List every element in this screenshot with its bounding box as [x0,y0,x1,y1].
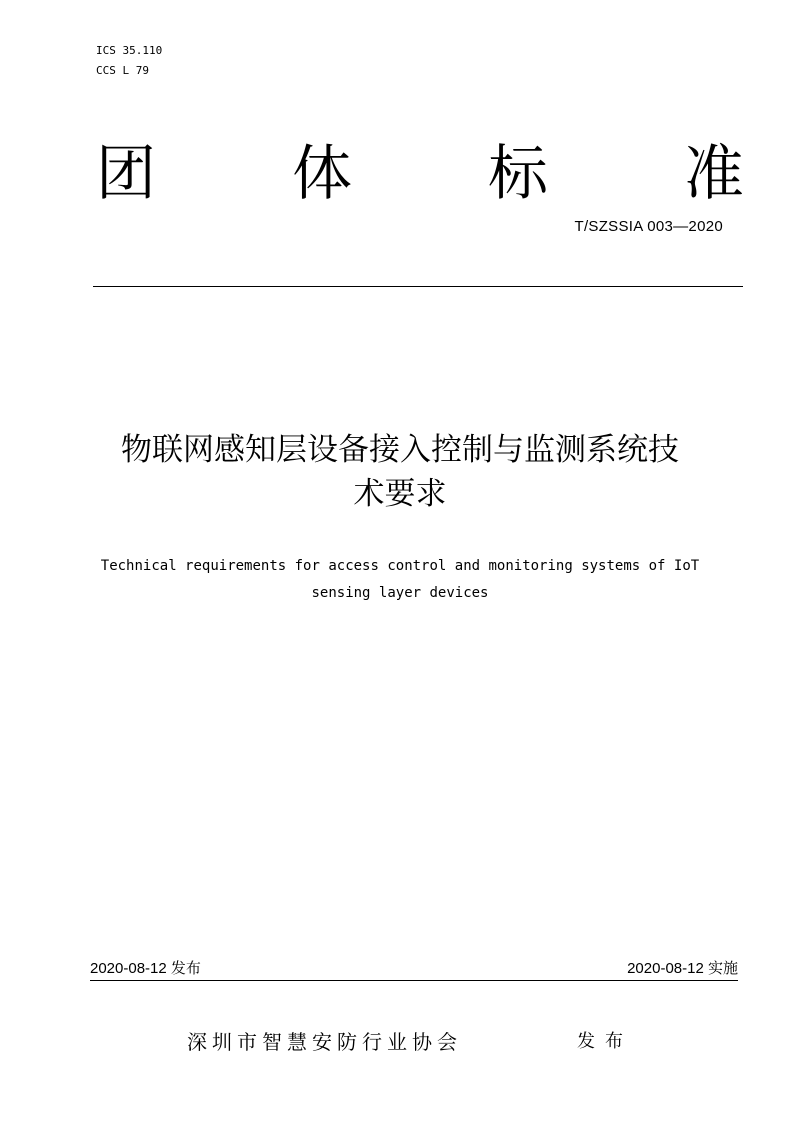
publisher-action: 发布 [577,1031,633,1052]
release-date: 2020-08-12 发布 [90,960,201,977]
header-divider [93,286,743,287]
document-title-line: 术要求 [353,476,447,512]
standard-number: T/SZSSIA 003—2020 [574,218,723,235]
document-title [60,428,740,516]
standard-type-char: 体 [292,139,352,209]
dates-row [90,959,738,979]
ics-code: ICS 35.110 [96,44,163,57]
standard-type-char: 准 [684,139,744,209]
document-title-line: 物联网感知层设备接入控制与监测系统技 [121,432,679,468]
publisher-block [187,1030,633,1054]
standard-type-char: 标 [488,139,548,209]
standard-type-heading [96,139,744,209]
english-title-line: Technical requirements for access control and monitoring systems of IoT [100,558,700,574]
document-english-title [40,553,760,607]
publisher-name: 深圳市智慧安防行业协会 [187,1030,462,1054]
classification-codes [96,41,162,81]
implementation-date: 2020-08-12 实施 [627,960,738,977]
english-title-line: sensing layer devices [311,585,489,601]
footer-divider [90,980,738,981]
ccs-code: CCS L 79 [96,64,149,77]
standard-type-char: 团 [96,139,156,209]
